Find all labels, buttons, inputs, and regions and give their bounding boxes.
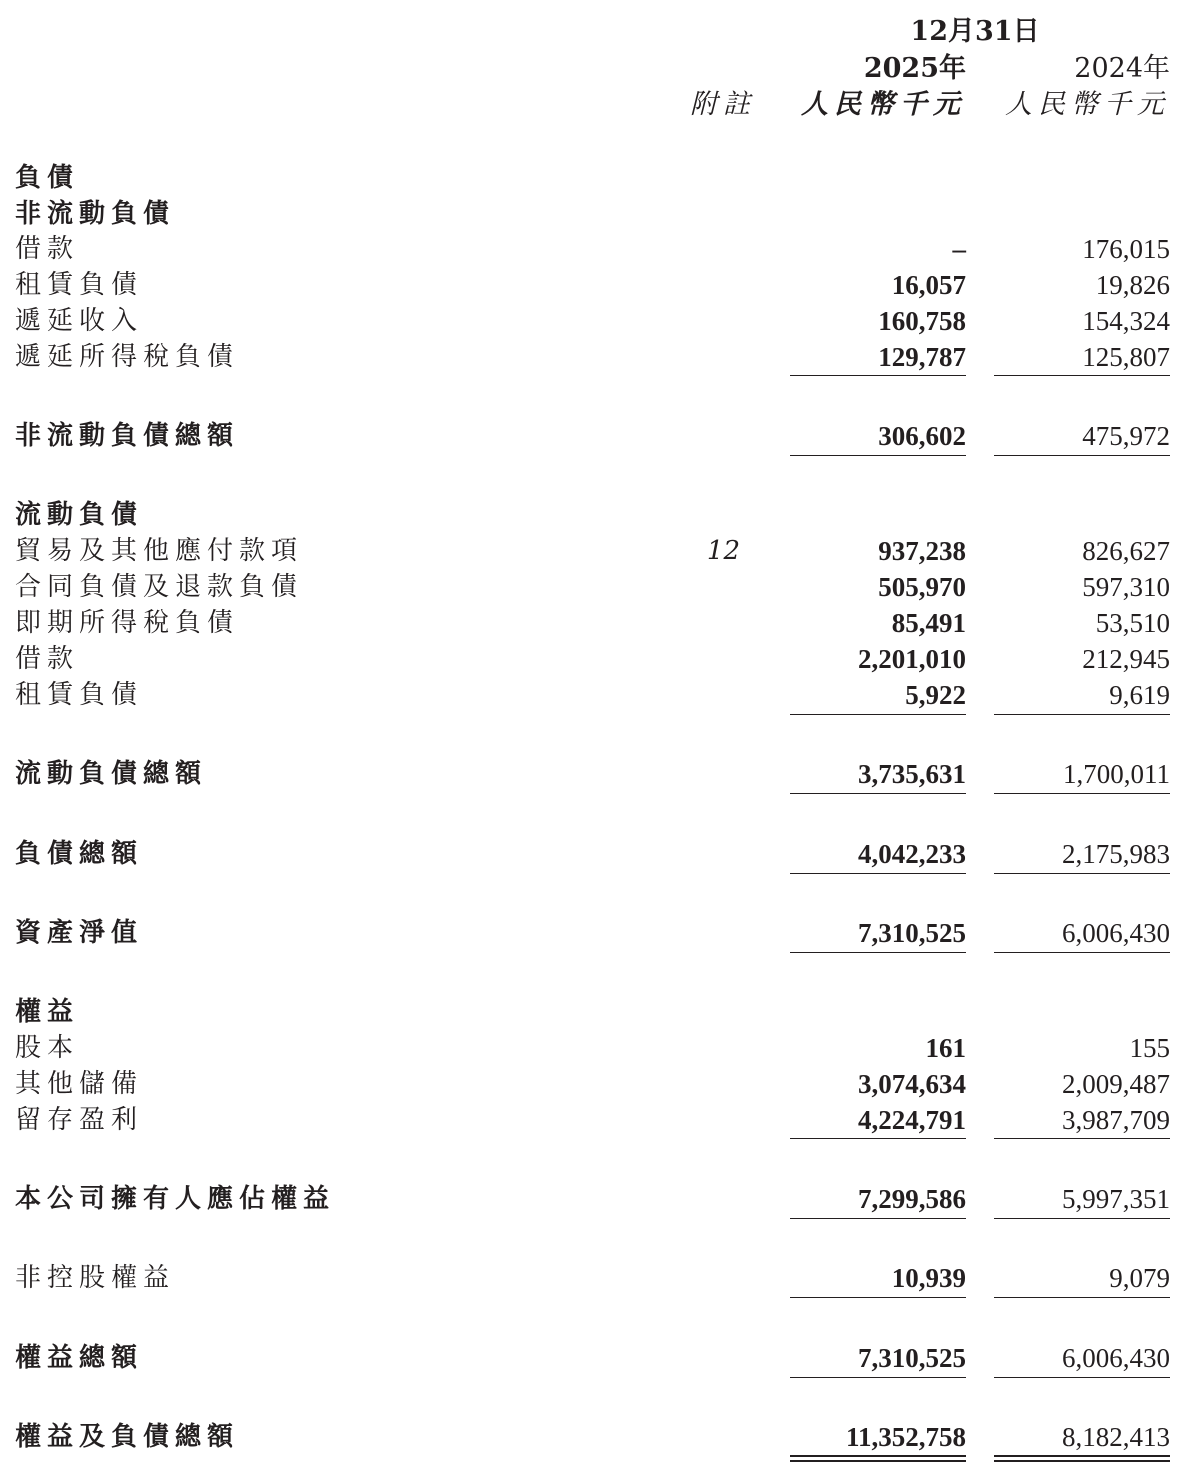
year-2025-header: 2025年	[863, 53, 966, 84]
subtotal-rule	[994, 1138, 1170, 1139]
value-2025: 4,042,233	[858, 839, 966, 869]
unit-2024-header: 人民幣千元	[1005, 89, 1170, 120]
subtotal-rule	[994, 375, 1170, 376]
total-rule	[994, 952, 1170, 953]
subtotal-rule	[790, 375, 966, 376]
value-2025: 3,074,634	[858, 1069, 966, 1099]
total-rule	[790, 1377, 966, 1378]
value-2025: –	[952, 234, 966, 264]
value-2025: 3,735,631	[858, 759, 966, 789]
value-2024: 212,945	[1082, 644, 1170, 674]
row-label: 其他儲備	[15, 1069, 144, 1099]
row-label: 非流動負債	[15, 199, 176, 229]
value-2024: 8,182,413	[1062, 1422, 1170, 1452]
value-2024: 155	[1129, 1033, 1170, 1063]
note-column-header: 附註	[690, 89, 756, 120]
total-rule	[994, 873, 1170, 874]
row-label: 租賃負債	[15, 270, 144, 300]
value-2024: 9,079	[1109, 1263, 1170, 1293]
value-2025: 85,491	[891, 608, 966, 638]
value-2024: 826,627	[1082, 536, 1170, 566]
row-label: 資產淨值	[15, 918, 144, 948]
row-label: 借款	[15, 644, 80, 674]
value-2025: 306,602	[878, 421, 966, 451]
row-label: 非控股權益	[15, 1263, 176, 1293]
unit-2025-header: 人民幣千元	[801, 89, 966, 120]
value-2024: 154,324	[1082, 306, 1170, 336]
value-2025: 5,922	[905, 680, 966, 710]
value-2024: 2,175,983	[1062, 839, 1170, 869]
value-2025: 505,970	[878, 572, 966, 602]
value-2025: 161	[925, 1033, 966, 1063]
row-label: 遞延所得稅負債	[15, 342, 240, 372]
total-rule	[994, 455, 1170, 456]
value-2024: 53,510	[1095, 608, 1170, 638]
total-rule	[994, 1377, 1170, 1378]
grand-total-double-rule	[994, 1455, 1170, 1462]
value-2024: 125,807	[1082, 342, 1170, 372]
value-2025: 2,201,010	[858, 644, 966, 674]
row-label: 非流動負債總額	[15, 421, 240, 451]
row-label: 即期所得稅負債	[15, 608, 240, 638]
year-2024-header: 2024年	[1074, 53, 1170, 84]
value-2025: 7,310,525	[858, 1343, 966, 1373]
value-2024: 597,310	[1082, 572, 1170, 602]
row-label: 遞延收入	[15, 306, 144, 336]
total-rule	[790, 793, 966, 794]
row-label: 借款	[15, 234, 80, 264]
row-label: 留存盈利	[15, 1105, 144, 1135]
row-label: 股本	[15, 1033, 80, 1063]
value-2024: 1,700,011	[1063, 759, 1170, 789]
value-2025: 160,758	[878, 306, 966, 336]
value-2024: 9,619	[1109, 680, 1170, 710]
row-label: 本公司擁有人應佔權益	[15, 1184, 336, 1214]
row-label: 權益	[15, 997, 80, 1027]
value-2024: 176,015	[1082, 234, 1170, 264]
row-label: 貿易及其他應付款項	[15, 536, 304, 566]
value-2025: 7,299,586	[858, 1184, 966, 1214]
subtotal-rule	[790, 1138, 966, 1139]
value-2025: 10,939	[891, 1263, 966, 1293]
value-2025: 937,238	[878, 536, 966, 566]
row-label: 負債總額	[15, 839, 144, 869]
row-label: 流動負債	[15, 500, 144, 530]
value-2024: 5,997,351	[1062, 1184, 1170, 1214]
value-2024: 475,972	[1082, 421, 1170, 451]
value-2024: 2,009,487	[1062, 1069, 1170, 1099]
value-2025: 4,224,791	[858, 1105, 966, 1135]
total-rule	[790, 952, 966, 953]
total-rule	[790, 1297, 966, 1298]
total-rule	[994, 1297, 1170, 1298]
subtotal-rule	[994, 714, 1170, 715]
grand-total-double-rule	[790, 1455, 966, 1462]
value-2024: 6,006,430	[1062, 1343, 1170, 1373]
value-2025: 7,310,525	[858, 918, 966, 948]
value-2024: 6,006,430	[1062, 918, 1170, 948]
total-rule	[790, 1218, 966, 1219]
row-label: 流動負債總額	[15, 759, 208, 789]
subtotal-rule	[790, 714, 966, 715]
total-rule	[790, 455, 966, 456]
total-rule	[790, 873, 966, 874]
date-header: 12月31日	[910, 16, 1040, 47]
value-2024: 3,987,709	[1062, 1105, 1170, 1135]
row-label: 租賃負債	[15, 680, 144, 710]
total-rule	[994, 793, 1170, 794]
row-label: 合同負債及退款負債	[15, 572, 304, 602]
row-note-ref: 12	[706, 536, 740, 566]
row-label: 權益及負債總額	[15, 1422, 240, 1452]
value-2024: 19,826	[1095, 270, 1170, 300]
value-2025: 129,787	[878, 342, 966, 372]
value-2025: 11,352,758	[845, 1422, 966, 1452]
total-rule	[994, 1218, 1170, 1219]
row-label: 負債	[15, 163, 80, 193]
row-label: 權益總額	[15, 1343, 144, 1373]
value-2025: 16,057	[891, 270, 966, 300]
